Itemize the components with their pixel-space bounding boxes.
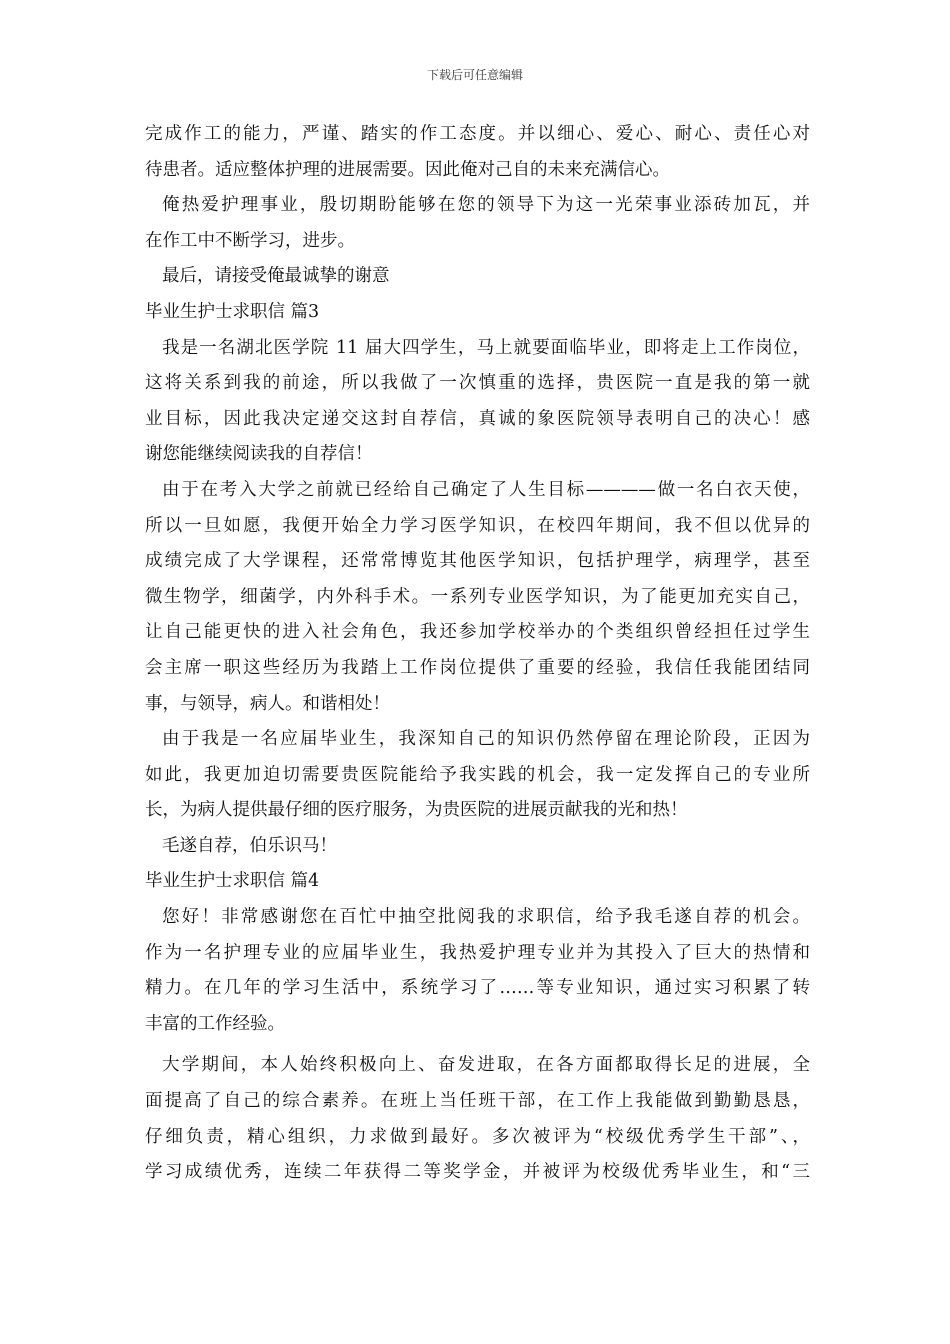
text-line: 由于在考入大学之前就已经给自己确定了人生目标————做一名白衣天使， — [162, 479, 810, 500]
text-line: 微生物学，细菌学，内外科手术。一系列专业医学知识，为了能更加充实自己， — [145, 586, 810, 607]
text-line: 仔细负责，精心组织，力求做到最好。多次被评为“校级优秀学生干部”、， — [145, 1126, 810, 1147]
text-line: 学习成绩优秀，连续二年获得二等奖学金，并被评为校级优秀毕业生，和“三 — [145, 1162, 810, 1183]
text-line: 在作工中不断学习，进步。 — [145, 230, 355, 251]
text-line: 丰富的工作经验。 — [145, 1013, 285, 1034]
section-heading: 毕业生护士求职信 篇3 — [145, 301, 320, 322]
text-line: 您好！非常感谢您在百忙中抽空批阅我的求职信，给予我毛遂自荐的机会。 — [162, 907, 810, 928]
text-line: 由于我是一名应届毕业生，我深知自己的知识仍然停留在理论阶段，正因为 — [162, 729, 810, 750]
text-line: 让自己能更快的进入社会角色，我还参加学校举办的个类组织曾经担任过学生 — [145, 622, 810, 643]
text-line: 毛遂自荐，伯乐识马！ — [162, 835, 337, 856]
text-line: 如此，我更加迫切需要贵医院能给予我实践的机会，我一定发挥自己的专业所 — [145, 764, 810, 785]
section-heading: 毕业生护士求职信 篇4 — [145, 871, 320, 892]
text-line: 面提高了自己的综合素养。在班上当任班干部，在工作上我能做到勤勤恳恳， — [145, 1091, 810, 1112]
text-line: 我是一名湖北医学院 11 届大四学生，马上就要面临毕业，即将走上工作岗位， — [162, 337, 810, 358]
text-line: 最后，请接受俺最诚挚的谢意 — [162, 266, 390, 287]
document-body — [145, 117, 810, 1191]
text-line: 待患者。适应整体护理的进展需要。因此俺对己自的未来充满信心。 — [145, 159, 670, 180]
text-line: 大学期间，本人始终积极向上、奋发进取，在各方面都取得长足的进展，全 — [162, 1055, 810, 1076]
text-line: 成绩完成了大学课程，还常常博览其他医学知识，包括护理学，病理学，甚至 — [145, 551, 810, 572]
text-line: 长，为病人提供最仔细的医疗服务，为贵医院的进展贡献我的光和热！ — [145, 800, 688, 821]
page-header: 下载后可任意编辑 — [426, 68, 523, 82]
text-line: 会主席一职这些经历为我踏上工作岗位提供了重要的经验，我信任我能团结同 — [145, 657, 810, 678]
text-line: 作为一名护理专业的应届毕业生，我热爱护理专业并为其投入了巨大的热情和 — [145, 942, 810, 963]
text-line: 业目标，因此我决定递交这封自荐信，真诚的象医院领导表明自己的决心！感 — [145, 408, 810, 429]
text-line: 俺热爱护理事业，殷切期盼能够在您的领导下为这一光荣事业添砖加瓦，并 — [162, 195, 810, 216]
text-line: 完成作工的能力，严谨、踏实的作工态度。并以细心、爱心、耐心、责任心对 — [145, 124, 810, 144]
text-line: 这将关系到我的前途，所以我做了一次慎重的选择，贵医院一直是我的第一就 — [145, 373, 810, 394]
text-line: 精力。在几年的学习生活中，系统学习了……等专业知识，通过实习积累了转 — [145, 978, 810, 999]
text-line: 事，与领导，病人。和谐相处！ — [145, 693, 390, 714]
text-line: 谢您能继续阅读我的自荐信！ — [145, 444, 373, 465]
text-line: 所以一旦如愿，我便开始全力学习医学知识，在校四年期间，我不但以优异的 — [145, 515, 810, 536]
